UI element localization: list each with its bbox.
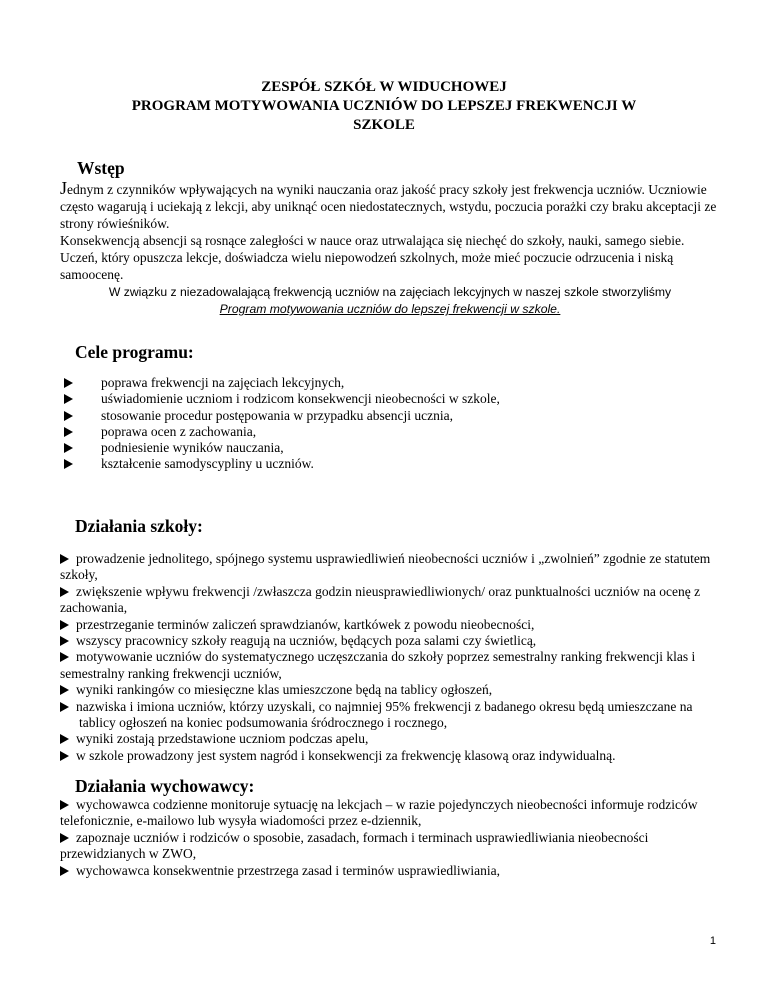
list-item: prowadzenie jednolitego, spójnego systemu usprawiedliwień nieobecności uczniów i „zwolnień” zgodnie ze statutem szkoły, bbox=[60, 551, 711, 583]
teacher-actions-list bbox=[60, 797, 724, 879]
school-actions-list bbox=[60, 551, 724, 764]
intro-paragraph-3 bbox=[60, 284, 720, 318]
goals-heading: Cele programu: bbox=[75, 342, 194, 362]
list-item: kształcenie samodyscypliny u uczniów. bbox=[60, 456, 720, 472]
list-item: uświadomienie uczniom i rodzicom konsekwencji nieobecności w szkole, bbox=[60, 391, 720, 407]
arrow-bullet-icon bbox=[60, 833, 69, 843]
intro-paragraph-3-text: W związku z niezadowalającą frekwencją uczniów na zajęciach lekcyjnych w naszej szkole stworzyliśmy bbox=[108, 285, 672, 299]
list-item: wszyscy pracownicy szkoły reagują na uczniów, będących poza salami czy świetlicą, bbox=[60, 633, 724, 649]
title-line-3: SZKOLE bbox=[353, 117, 415, 133]
program-name-link: Program motywowania uczniów do lepszej frekwencji w szkole. bbox=[219, 302, 561, 316]
intro-paragraph-2: Konsekwencją absencji są rosnące zaległości w nauce oraz utrwalająca się niechęć do szkoły, nauki, samego siebie. Uczeń, który opuszcza lekcje, doświadcza wielu niepowodzeń szkolnych, może mieć poczucie odrzucenia i niską samoocenę. bbox=[60, 233, 685, 282]
list-item: wychowawca codzienne monitoruje sytuację na lekcjach – w razie pojedynczych nieobecności informuje rodziców telefonicznie, e-mailowo lub wysyła wiadomości przez e-dziennik, bbox=[60, 797, 698, 829]
list-item: poprawa frekwencji na zajęciach lekcyjnych, bbox=[60, 375, 720, 391]
arrow-bullet-icon bbox=[64, 443, 73, 453]
arrow-bullet-icon bbox=[60, 800, 69, 810]
title-line-1: ZESPÓŁ SZKÓŁ W WIDUCHOWEJ bbox=[261, 79, 507, 95]
arrow-bullet-icon bbox=[60, 620, 69, 630]
goals-list bbox=[60, 375, 720, 473]
arrow-bullet-icon bbox=[60, 685, 69, 695]
list-item: wyniki zostają przedstawione uczniom podczas apelu, bbox=[60, 731, 724, 747]
list-item: zapoznaje uczniów i rodziców o sposobie, zasadach, formach i terminach usprawiedliwiania nieobecności przewidzianych w ZWO, bbox=[60, 829, 649, 862]
arrow-bullet-icon bbox=[64, 378, 73, 388]
arrow-bullet-icon bbox=[60, 702, 69, 712]
arrow-bullet-icon bbox=[60, 652, 69, 662]
arrow-bullet-icon bbox=[64, 411, 73, 421]
list-item: stosowanie procedur postępowania w przypadku absencji ucznia, bbox=[60, 408, 720, 424]
title-line-2: PROGRAM MOTYWOWANIA UCZNIÓW DO LEPSZEJ FREKWENCJI W bbox=[131, 98, 637, 114]
list-item: zwiększenie wpływu frekwencji /zwłaszcza godzin nieusprawiedliwionych/ oraz punktualności uczniów na ocenę z zachowania, bbox=[60, 583, 701, 616]
arrow-bullet-icon bbox=[64, 394, 73, 404]
intro-heading: Wstęp bbox=[77, 158, 125, 178]
arrow-bullet-icon bbox=[64, 459, 73, 469]
list-item: poprawa ocen z zachowania, bbox=[60, 424, 720, 440]
list-item: w szkole prowadzony jest system nagród i konsekwencji za frekwencję klasową oraz indywidualną. bbox=[60, 748, 724, 764]
arrow-bullet-icon bbox=[60, 734, 69, 744]
arrow-bullet-icon bbox=[64, 427, 73, 437]
teacher-actions-heading: Działania wychowawcy: bbox=[75, 776, 255, 796]
list-item: podniesienie wyników nauczania, bbox=[60, 440, 720, 456]
intro-paragraph-1 bbox=[60, 180, 720, 232]
intro-initial-letter: J bbox=[60, 178, 68, 198]
document-title bbox=[60, 78, 708, 135]
list-item: przestrzeganie terminów zaliczeń sprawdzianów, kartkówek z powodu nieobecności, bbox=[60, 617, 724, 633]
school-actions-heading: Działania szkoły: bbox=[75, 516, 203, 536]
list-item: motywowanie uczniów do systematycznego uczęszczania do szkoły poprzez semestralny ranking frekwencji klas i semestralny ranking frekwencji uczniów, bbox=[60, 649, 696, 681]
arrow-bullet-icon bbox=[60, 587, 69, 597]
list-item: wychowawca konsekwentnie przestrzega zasad i terminów usprawiedliwiania, bbox=[60, 863, 724, 879]
arrow-bullet-icon bbox=[60, 636, 69, 646]
arrow-bullet-icon bbox=[60, 751, 69, 761]
arrow-bullet-icon bbox=[60, 554, 69, 564]
list-item: nazwiska i imiona uczniów, którzy uzyskali, co najmniej 95% frekwencji z badanego okresu będą umieszczane na tablicy ogłoszeń na koniec podsumowania śródrocznego i rocznego, bbox=[60, 699, 724, 732]
arrow-bullet-icon bbox=[60, 866, 69, 876]
page-number: 1 bbox=[709, 935, 716, 947]
list-item: wyniki rankingów co miesięczne klas umieszczone będą na tablicy ogłoszeń, bbox=[60, 682, 724, 698]
intro-paragraph-1-text: ednym z czynników wpływających na wyniki nauczania oraz jakość pracy szkoły jest frekwencja uczniów. Uczniowie często wagarują i uciekają z lekcji, aby uniknąć ocen niedostatecznych, wstydu, poczucia porażki czy braku akceptacji ze strony rówieśników. bbox=[60, 182, 717, 231]
